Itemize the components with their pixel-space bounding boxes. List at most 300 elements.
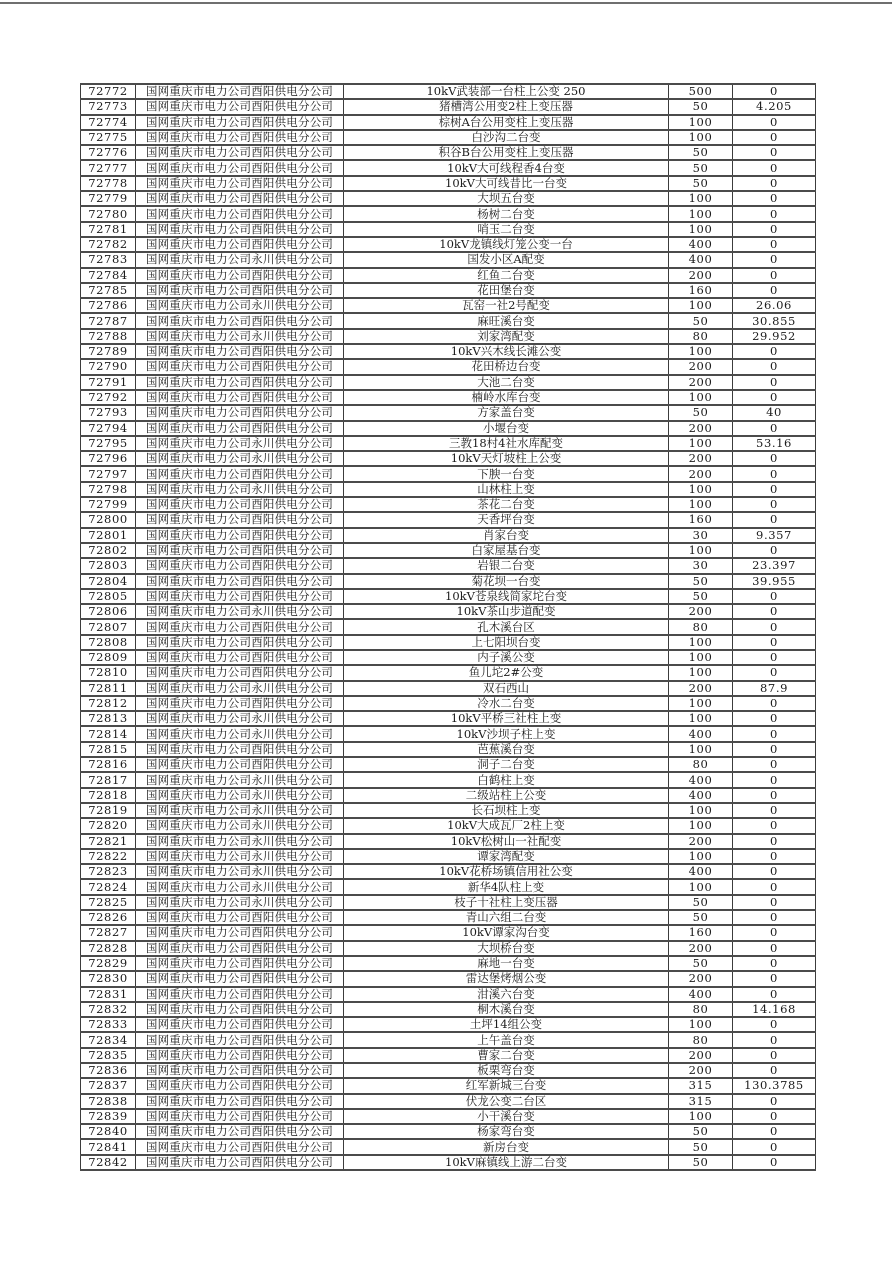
table-row [81,1078,816,1093]
cell-company-name: 国网重庆市电力公司永川供电分公司 [136,726,344,741]
cell-row-id: 72805 [81,589,136,604]
cell-row-id: 72823 [81,864,136,879]
cell-row-id: 72828 [81,941,136,956]
cell-value: 0 [733,359,816,374]
cell-company-name: 国网重庆市电力公司酉阳供电分公司 [136,1048,344,1063]
cell-row-id: 72842 [81,1155,136,1170]
cell-station-name: 10kV天灯坡柱上公变 [344,451,669,466]
cell-row-id: 72825 [81,895,136,910]
table-row [81,1048,816,1063]
cell-company-name: 国网重庆市电力公司永川供电分公司 [136,482,344,497]
cell-value: 4.205 [733,99,816,114]
cell-value: 0 [733,818,816,833]
cell-value: 0 [733,1048,816,1063]
cell-value: 53.16 [733,436,816,451]
cell-capacity: 100 [669,696,733,711]
table-row [81,191,816,206]
cell-station-name: 岩银二台变 [344,558,669,573]
cell-capacity: 200 [669,834,733,849]
cell-capacity: 80 [669,1032,733,1047]
cell-company-name: 国网重庆市电力公司永川供电分公司 [136,895,344,910]
table-row [81,543,816,558]
cell-capacity: 100 [669,390,733,405]
cell-value: 0 [733,895,816,910]
table-row [81,1094,816,1109]
cell-row-id: 72810 [81,665,136,680]
cell-station-name: 青山六组二台变 [344,910,669,925]
cell-value: 40 [733,405,816,420]
cell-station-name: 长石坝柱上变 [344,803,669,818]
cell-capacity: 80 [669,757,733,772]
cell-station-name: 杨树二台变 [344,206,669,221]
cell-capacity: 200 [669,941,733,956]
cell-capacity: 400 [669,252,733,267]
cell-capacity: 50 [669,99,733,114]
cell-station-name: 茶花二台变 [344,497,669,512]
cell-row-id: 72781 [81,222,136,237]
cell-value: 0 [733,1032,816,1047]
cell-company-name: 国网重庆市电力公司酉阳供电分公司 [136,742,344,757]
cell-company-name: 国网重庆市电力公司酉阳供电分公司 [136,1063,344,1078]
cell-value: 0 [733,1155,816,1170]
cell-row-id: 72788 [81,329,136,344]
cell-company-name: 国网重庆市电力公司永川供电分公司 [136,711,344,726]
cell-station-name: 曹家二台变 [344,1048,669,1063]
cell-capacity: 200 [669,681,733,696]
table-row [81,956,816,971]
cell-company-name: 国网重庆市电力公司酉阳供电分公司 [136,222,344,237]
cell-value: 0 [733,635,816,650]
table-row [81,849,816,864]
cell-row-id: 72841 [81,1139,136,1154]
cell-row-id: 72827 [81,925,136,940]
cell-station-name: 10kV平桥三社柱上变 [344,711,669,726]
table-row [81,742,816,757]
cell-station-name: 大池二台变 [344,375,669,390]
cell-row-id: 72830 [81,971,136,986]
table-row [81,971,816,986]
cell-value: 0 [733,650,816,665]
cell-capacity: 200 [669,971,733,986]
cell-company-name: 国网重庆市电力公司永川供电分公司 [136,298,344,313]
table-row [81,1109,816,1124]
table-row [81,987,816,1002]
cell-capacity: 50 [669,589,733,604]
cell-value: 0 [733,206,816,221]
cell-company-name: 国网重庆市电力公司永川供电分公司 [136,864,344,879]
cell-station-name: 积谷B台公用变柱上变压器 [344,145,669,160]
cell-capacity: 30 [669,558,733,573]
cell-value: 0 [733,619,816,634]
cell-capacity: 50 [669,160,733,175]
cell-company-name: 国网重庆市电力公司酉阳供电分公司 [136,941,344,956]
table-row [81,329,816,344]
cell-value: 0 [733,757,816,772]
cell-row-id: 72834 [81,1032,136,1047]
cell-capacity: 400 [669,726,733,741]
cell-row-id: 72804 [81,574,136,589]
cell-row-id: 72795 [81,436,136,451]
cell-value: 0 [733,1124,816,1139]
cell-row-id: 72838 [81,1094,136,1109]
table-row [81,558,816,573]
cell-value: 0 [733,84,816,99]
cell-station-name: 泔溪六台变 [344,987,669,1002]
cell-capacity: 200 [669,451,733,466]
table-row [81,788,816,803]
cell-row-id: 72817 [81,772,136,787]
table-row [81,941,816,956]
cell-row-id: 72801 [81,528,136,543]
table-row [81,283,816,298]
cell-station-name: 10kV苍泉线简家坨台变 [344,589,669,604]
cell-company-name: 国网重庆市电力公司酉阳供电分公司 [136,528,344,543]
cell-row-id: 72806 [81,604,136,619]
cell-station-name: 哨玉二台变 [344,222,669,237]
cell-value: 0 [733,145,816,160]
cell-station-name: 10kV花桥场镇信用社公变 [344,864,669,879]
cell-company-name: 国网重庆市电力公司酉阳供电分公司 [136,665,344,680]
cell-capacity: 200 [669,1063,733,1078]
table-row [81,818,816,833]
table-row [81,466,816,481]
table-row [81,252,816,267]
cell-station-name: 花田堡台变 [344,283,669,298]
cell-row-id: 72789 [81,344,136,359]
cell-company-name: 国网重庆市电力公司永川供电分公司 [136,879,344,894]
table-row [81,726,816,741]
cell-capacity: 200 [669,268,733,283]
cell-row-id: 72811 [81,681,136,696]
cell-value: 0 [733,497,816,512]
cell-value: 0 [733,421,816,436]
cell-capacity: 100 [669,1017,733,1032]
cell-value: 0 [733,987,816,1002]
cell-row-id: 72798 [81,482,136,497]
cell-company-name: 国网重庆市电力公司永川供电分公司 [136,788,344,803]
table-row [81,99,816,114]
cell-value: 0 [733,604,816,619]
cell-row-id: 72780 [81,206,136,221]
cell-station-name: 上午盖台变 [344,1032,669,1047]
cell-value: 0 [733,375,816,390]
cell-row-id: 72833 [81,1017,136,1032]
cell-company-name: 国网重庆市电力公司永川供电分公司 [136,834,344,849]
cell-row-id: 72778 [81,176,136,191]
cell-company-name: 国网重庆市电力公司永川供电分公司 [136,252,344,267]
cell-company-name: 国网重庆市电力公司酉阳供电分公司 [136,84,344,99]
cell-capacity: 50 [669,574,733,589]
cell-value: 0 [733,130,816,145]
table-row [81,1032,816,1047]
cell-capacity: 100 [669,650,733,665]
cell-company-name: 国网重庆市电力公司永川供电分公司 [136,451,344,466]
cell-capacity: 400 [669,237,733,252]
cell-capacity: 100 [669,665,733,680]
cell-value: 0 [733,1109,816,1124]
table-row [81,482,816,497]
cell-company-name: 国网重庆市电力公司酉阳供电分公司 [136,956,344,971]
cell-capacity: 160 [669,925,733,940]
cell-value: 0 [733,1094,816,1109]
cell-value: 0 [733,268,816,283]
cell-company-name: 国网重庆市电力公司酉阳供电分公司 [136,160,344,175]
cell-value: 0 [733,176,816,191]
cell-station-name: 双石西山 [344,681,669,696]
cell-row-id: 72800 [81,512,136,527]
cell-station-name: 大坝五台变 [344,191,669,206]
cell-company-name: 国网重庆市电力公司酉阳供电分公司 [136,421,344,436]
cell-capacity: 160 [669,283,733,298]
cell-row-id: 72820 [81,818,136,833]
cell-company-name: 国网重庆市电力公司酉阳供电分公司 [136,344,344,359]
cell-capacity: 50 [669,145,733,160]
table-row [81,405,816,420]
cell-row-id: 72819 [81,803,136,818]
cell-capacity: 80 [669,619,733,634]
cell-capacity: 50 [669,1124,733,1139]
cell-capacity: 400 [669,987,733,1002]
cell-station-name: 白家屋基台变 [344,543,669,558]
cell-company-name: 国网重庆市电力公司酉阳供电分公司 [136,1124,344,1139]
cell-value: 0 [733,726,816,741]
table-row [81,1063,816,1078]
transformer-records-table [80,83,816,1171]
table-row [81,497,816,512]
cell-capacity: 100 [669,543,733,558]
cell-company-name: 国网重庆市电力公司永川供电分公司 [136,849,344,864]
cell-value: 0 [733,283,816,298]
table-row [81,665,816,680]
cell-row-id: 72785 [81,283,136,298]
cell-row-id: 72836 [81,1063,136,1078]
cell-station-name: 楠岭水库台变 [344,390,669,405]
cell-row-id: 72799 [81,497,136,512]
cell-capacity: 100 [669,849,733,864]
cell-station-name: 新华4队柱上变 [344,879,669,894]
cell-station-name: 10kV大成瓦厂2柱上变 [344,818,669,833]
cell-company-name: 国网重庆市电力公司酉阳供电分公司 [136,145,344,160]
cell-company-name: 国网重庆市电力公司酉阳供电分公司 [136,635,344,650]
cell-company-name: 国网重庆市电力公司酉阳供电分公司 [136,558,344,573]
cell-row-id: 72821 [81,834,136,849]
cell-station-name: 10kV大可线昔比一台变 [344,176,669,191]
cell-company-name: 国网重庆市电力公司酉阳供电分公司 [136,1017,344,1032]
cell-company-name: 国网重庆市电力公司酉阳供电分公司 [136,650,344,665]
cell-station-name: 三教18村4社水库配变 [344,436,669,451]
cell-company-name: 国网重庆市电力公司酉阳供电分公司 [136,1078,344,1093]
cell-value: 0 [733,390,816,405]
cell-company-name: 国网重庆市电力公司酉阳供电分公司 [136,971,344,986]
cell-capacity: 315 [669,1094,733,1109]
cell-row-id: 72772 [81,84,136,99]
cell-capacity: 100 [669,222,733,237]
cell-company-name: 国网重庆市电力公司酉阳供电分公司 [136,1109,344,1124]
table-row [81,375,816,390]
cell-station-name: 桐木溪台变 [344,1002,669,1017]
table-row [81,222,816,237]
cell-row-id: 72774 [81,115,136,130]
table-row [81,145,816,160]
cell-station-name: 刘家湾配变 [344,329,669,344]
cell-company-name: 国网重庆市电力公司永川供电分公司 [136,818,344,833]
page-top-edge-line [0,2,892,4]
table-row [81,1139,816,1154]
table-row [81,206,816,221]
cell-company-name: 国网重庆市电力公司酉阳供电分公司 [136,359,344,374]
cell-station-name: 菊花坝一台变 [344,574,669,589]
cell-company-name: 国网重庆市电力公司酉阳供电分公司 [136,1094,344,1109]
cell-row-id: 72807 [81,619,136,634]
cell-row-id: 72777 [81,160,136,175]
cell-row-id: 72812 [81,696,136,711]
cell-station-name: 山林柱上变 [344,482,669,497]
cell-value: 0 [733,956,816,971]
cell-company-name: 国网重庆市电力公司酉阳供电分公司 [136,390,344,405]
cell-row-id: 72829 [81,956,136,971]
table-row [81,390,816,405]
cell-capacity: 50 [669,313,733,328]
cell-row-id: 72840 [81,1124,136,1139]
table-row [81,237,816,252]
cell-station-name: 上七阳坝台变 [344,635,669,650]
table-row [81,925,816,940]
cell-capacity: 50 [669,910,733,925]
cell-company-name: 国网重庆市电力公司酉阳供电分公司 [136,987,344,1002]
cell-value: 23.397 [733,558,816,573]
cell-value: 0 [733,1017,816,1032]
cell-station-name: 10kV松树山一社配变 [344,834,669,849]
cell-capacity: 200 [669,359,733,374]
cell-station-name: 下腴一台变 [344,466,669,481]
cell-value: 29.952 [733,329,816,344]
cell-company-name: 国网重庆市电力公司酉阳供电分公司 [136,176,344,191]
cell-value: 0 [733,115,816,130]
cell-value: 0 [733,589,816,604]
cell-row-id: 72787 [81,313,136,328]
cell-station-name: 白沙沟二台变 [344,130,669,145]
cell-company-name: 国网重庆市电力公司永川供电分公司 [136,329,344,344]
table-row [81,115,816,130]
cell-value: 87.9 [733,681,816,696]
cell-company-name: 国网重庆市电力公司永川供电分公司 [136,772,344,787]
table-row [81,84,816,99]
cell-row-id: 72792 [81,390,136,405]
cell-value: 0 [733,344,816,359]
cell-row-id: 72793 [81,405,136,420]
cell-station-name: 10kV谭家沟台变 [344,925,669,940]
table-row [81,834,816,849]
cell-capacity: 400 [669,864,733,879]
cell-value: 0 [733,910,816,925]
cell-row-id: 72816 [81,757,136,772]
cell-station-name: 伏龙公变二台区 [344,1094,669,1109]
table-row [81,1155,816,1170]
table-row [81,696,816,711]
table-row [81,635,816,650]
cell-company-name: 国网重庆市电力公司酉阳供电分公司 [136,619,344,634]
cell-capacity: 50 [669,1139,733,1154]
cell-value: 0 [733,237,816,252]
cell-company-name: 国网重庆市电力公司酉阳供电分公司 [136,283,344,298]
table-row [81,451,816,466]
cell-capacity: 30 [669,528,733,543]
cell-company-name: 国网重庆市电力公司酉阳供电分公司 [136,543,344,558]
cell-value: 0 [733,252,816,267]
table-row [81,268,816,283]
cell-value: 0 [733,772,816,787]
table-row [81,1017,816,1032]
cell-station-name: 国发小区A配变 [344,252,669,267]
cell-company-name: 国网重庆市电力公司酉阳供电分公司 [136,313,344,328]
cell-company-name: 国网重庆市电力公司酉阳供电分公司 [136,574,344,589]
cell-row-id: 72786 [81,298,136,313]
cell-station-name: 杨家弯台变 [344,1124,669,1139]
cell-station-name: 内子溪公变 [344,650,669,665]
cell-company-name: 国网重庆市电力公司酉阳供电分公司 [136,405,344,420]
cell-company-name: 国网重庆市电力公司酉阳供电分公司 [136,115,344,130]
cell-company-name: 国网重庆市电力公司永川供电分公司 [136,681,344,696]
cell-station-name: 方家盖台变 [344,405,669,420]
cell-row-id: 72779 [81,191,136,206]
cell-capacity: 100 [669,436,733,451]
table-row [81,711,816,726]
cell-station-name: 猪槽湾公用变2柱上变压器 [344,99,669,114]
cell-value: 0 [733,482,816,497]
cell-row-id: 72837 [81,1078,136,1093]
cell-capacity: 100 [669,879,733,894]
cell-row-id: 72790 [81,359,136,374]
cell-company-name: 国网重庆市电力公司酉阳供电分公司 [136,1032,344,1047]
table-row [81,1002,816,1017]
cell-value: 0 [733,1063,816,1078]
cell-station-name: 芭蕉溪台变 [344,742,669,757]
cell-capacity: 50 [669,405,733,420]
cell-capacity: 100 [669,191,733,206]
cell-capacity: 200 [669,375,733,390]
cell-row-id: 72818 [81,788,136,803]
cell-value: 39.955 [733,574,816,589]
cell-capacity: 400 [669,772,733,787]
cell-row-id: 72813 [81,711,136,726]
cell-station-name: 10kV沙坝子柱上变 [344,726,669,741]
cell-value: 0 [733,941,816,956]
table-row [81,421,816,436]
cell-value: 0 [733,696,816,711]
cell-row-id: 72822 [81,849,136,864]
cell-station-name: 10kV龙镇线灯笼公变一台 [344,237,669,252]
cell-row-id: 72826 [81,910,136,925]
cell-station-name: 红鱼二台变 [344,268,669,283]
cell-row-id: 72794 [81,421,136,436]
table-row [81,619,816,634]
cell-station-name: 小干溪台变 [344,1109,669,1124]
cell-station-name: 二级站柱上公变 [344,788,669,803]
cell-station-name: 棕树A台公用变柱上变压器 [344,115,669,130]
table-row [81,313,816,328]
cell-capacity: 200 [669,1048,733,1063]
cell-value: 0 [733,971,816,986]
cell-row-id: 72815 [81,742,136,757]
cell-station-name: 大坝桥台变 [344,941,669,956]
table-row [81,130,816,145]
cell-company-name: 国网重庆市电力公司永川供电分公司 [136,803,344,818]
cell-value: 0 [733,742,816,757]
cell-row-id: 72783 [81,252,136,267]
cell-row-id: 72831 [81,987,136,1002]
cell-capacity: 100 [669,298,733,313]
cell-value: 0 [733,191,816,206]
